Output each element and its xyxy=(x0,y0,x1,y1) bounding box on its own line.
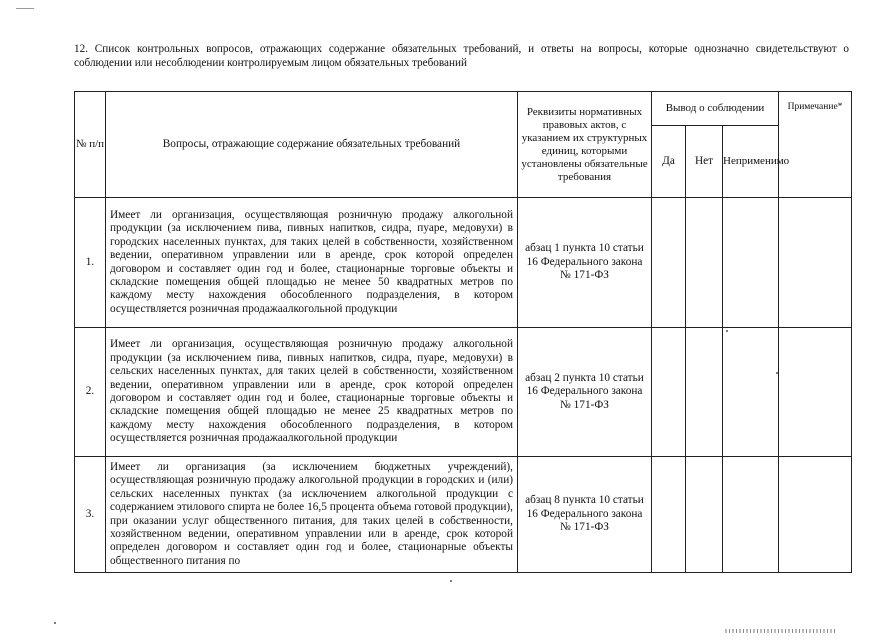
header-yes: Да xyxy=(652,126,686,198)
scan-speck xyxy=(776,372,778,374)
answer-na-cell[interactable] xyxy=(723,198,779,328)
scan-artifact xyxy=(725,629,835,633)
question-text: Имеет ли организация, осуществляющая розничную продажу алкогольной продукции (за исключением пива, пивных напитков, сидра, пуаре, медовухи) в сельских населенных пунктах, для таких целей в собственности, хозяйственном ведении, оперативном управлении или в аренде, срок которой определен договором и составляет один год и более, стационарные торговые объекты и складские помещения общей площадью не менее 25 квадратных метров по каждому месту нахождения обособленного подразделения, в котором осуществляется розничная продажаалкогольной продукции xyxy=(106,328,518,457)
reference-text: абзац 2 пункта 10 статьи 16 Федерального закона № 171-ФЗ xyxy=(518,328,652,457)
table-row xyxy=(75,328,852,457)
scan-speck xyxy=(450,580,452,582)
header-no: Нет xyxy=(686,126,723,198)
answer-no-cell[interactable] xyxy=(686,328,723,457)
question-text: Имеет ли организация (за исключением бюджетных учреждений), осуществляющая розничную продажу алкогольной продукции в городских и (или) сельских населенных пунктах (за исключением алкогольной продукции с содержанием этилового спирта не более 16,5 процента объема готовой продукции), при оказании услуг общественного питания, для таких целей в собственности, хозяйственном ведении, оперативном управлении или в аренде, срок которой определен договором и составляет один год и более, стационарные объекты общественного питания по xyxy=(106,457,518,573)
note-cell[interactable] xyxy=(779,457,852,573)
header-not-applicable: Неприменимо xyxy=(723,126,779,198)
header-conclusion: Вывод о соблюдении xyxy=(652,92,779,126)
scan-speck xyxy=(726,330,728,332)
requirements-table xyxy=(74,91,852,573)
reference-text: абзац 8 пункта 10 статьи 16 Федерального закона № 171-ФЗ xyxy=(518,457,652,573)
answer-yes-cell[interactable] xyxy=(652,457,686,573)
scan-speck xyxy=(54,622,56,624)
header-note: Примечание* xyxy=(779,92,852,198)
header-requisites: Реквизиты нормативных правовых актов, с указанием их структурных единиц, которыми установлены обязательные требования xyxy=(518,92,652,198)
row-number: 1. xyxy=(75,198,106,328)
answer-na-cell[interactable] xyxy=(723,328,779,457)
answer-yes-cell[interactable] xyxy=(652,328,686,457)
table-row xyxy=(75,198,852,328)
answer-na-cell[interactable] xyxy=(723,457,779,573)
header-num: № п/п xyxy=(75,92,106,198)
note-cell[interactable] xyxy=(779,198,852,328)
row-number: 3. xyxy=(75,457,106,573)
reference-text: абзац 1 пункта 10 статьи 16 Федерального закона № 171-ФЗ xyxy=(518,198,652,328)
answer-no-cell[interactable] xyxy=(686,457,723,573)
section-heading: 12. Список контрольных вопросов, отражающих содержание обязательных требований, и ответы на вопросы, которые однозначно свидетельствуют о соблюдении или несоблюдении контролируемым лицом обязательных требований xyxy=(74,43,849,69)
question-text: Имеет ли организация, осуществляющая розничную продажу алкогольной продукции (за исключением пива, пивных напитков, сидра, пуаре, медовухи) в городских населенных пунктах, для таких целей в собственности, хозяйственном ведении, оперативном управлении или в аренде, срок которой определен договором и составляет один год и более, стационарные торговые объекты и складские помещения общей площадью не менее 50 квадратных метров по каждому месту нахождения обособленного подразделения, в котором осуществляется розничная продажаалкогольной продукции xyxy=(106,198,518,328)
row-number: 2. xyxy=(75,328,106,457)
scan-artifact xyxy=(16,8,34,9)
note-cell[interactable] xyxy=(779,328,852,457)
answer-no-cell[interactable] xyxy=(686,198,723,328)
table-row xyxy=(75,457,852,573)
header-question: Вопросы, отражающие содержание обязательных требований xyxy=(106,92,518,198)
answer-yes-cell[interactable] xyxy=(652,198,686,328)
